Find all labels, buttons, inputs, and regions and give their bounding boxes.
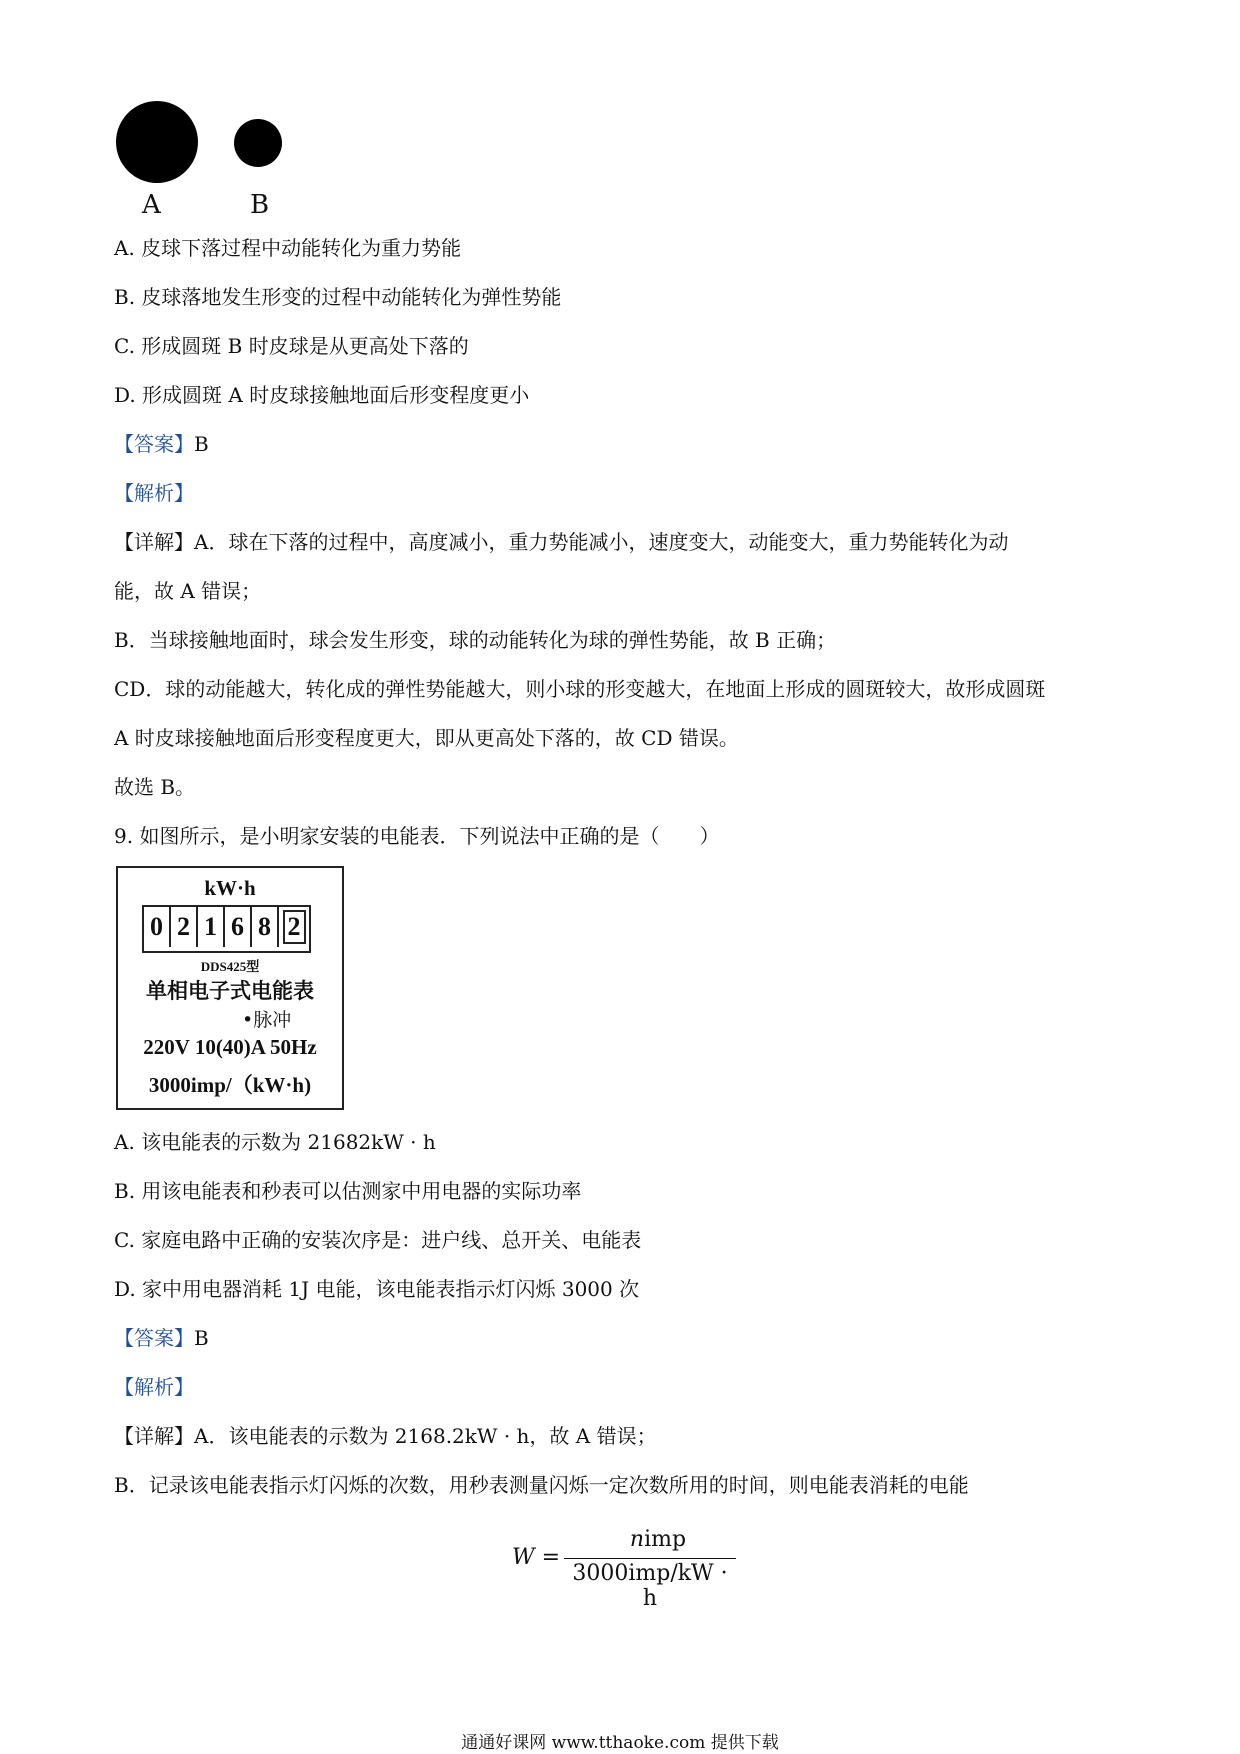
meter-pulse: •脉冲 — [242, 1009, 292, 1031]
q9-answer-value: B — [194, 1326, 209, 1350]
meter-digit: 0 — [144, 907, 171, 947]
q8-conclusion: 故选 B。 — [114, 775, 196, 799]
meter-constant: 3000imp/（kW·h) — [148, 1073, 312, 1097]
q9-detail-tag: 【详解】 — [114, 1424, 194, 1448]
q8-detail-2: 能，故 A 错误； — [114, 579, 262, 603]
formula-lhs — [512, 1545, 560, 1570]
meter-digit-decimal-value: 2 — [283, 910, 306, 944]
q8-detail-1 — [114, 528, 1008, 556]
q8-option-c: C. 形成圆斑 B 时皮球是从更高处下落的 — [114, 334, 469, 358]
energy-meter-figure — [116, 866, 344, 1110]
q9-analysis-tag: 【解析】 — [114, 1375, 194, 1399]
meter-name: 单相电子式电能表 — [146, 979, 314, 1003]
circle-b-label: B — [250, 190, 270, 220]
formula-equals: = — [534, 1545, 561, 1570]
q9-stem: 9. 如图所示，是小明家安装的电能表．下列说法中正确的是（ ） — [114, 824, 720, 848]
q8-answer-value: B — [194, 432, 209, 456]
q8-answer-tag: 【答案】 — [114, 432, 194, 456]
q9-answer — [114, 1324, 209, 1352]
formula-lhs-var: W — [512, 1545, 535, 1570]
q8-detail-4: CD．球的动能越大，转化成的弹性势能越大，则小球的形变越大，在地面上形成的圆斑较大，故形成圆斑 — [114, 677, 1046, 701]
q8-answer — [114, 430, 209, 458]
meter-digit: 8 — [252, 907, 279, 947]
meter-rating: 220V 10(40)A 50Hz — [143, 1035, 317, 1059]
q9-detail-1-text: A．该电能表的示数为 2168.2kW · h，故 A 错误； — [194, 1424, 657, 1448]
page-footer: 通通好课网 www.tthaoke.com 提供下载 — [461, 1733, 779, 1753]
circle-a — [116, 101, 198, 183]
q9-option-d: D. 家中用电器消耗 1J 电能，该电能表指示灯闪烁 3000 次 — [114, 1277, 640, 1301]
q8-analysis-tag: 【解析】 — [114, 481, 194, 505]
q8-option-d: D. 形成圆斑 A 时皮球接触地面后形变程度更小 — [114, 383, 530, 407]
meter-digit: 1 — [198, 907, 225, 947]
energy-formula — [512, 1527, 732, 1611]
formula-numerator-unit: imp — [644, 1527, 687, 1552]
q8-detail-tag: 【详解】 — [114, 530, 194, 554]
formula-numerator — [578, 1527, 738, 1552]
q9-option-b: B. 用该电能表和秒表可以估测家中用电器的实际功率 — [114, 1179, 582, 1203]
q8-option-b: B. 皮球落地发生形变的过程中动能转化为弹性势能 — [114, 285, 562, 309]
meter-unit: kW·h — [204, 876, 256, 900]
circle-a-label: A — [142, 190, 161, 220]
q9-detail-2: B．记录该电能表指示灯闪烁的次数，用秒表测量闪烁一定次数所用的时间，则电能表消耗的电能 — [114, 1473, 969, 1497]
meter-model: DDS425型 — [200, 959, 260, 974]
q8-detail-1-text: A．球在下落的过程中，高度减小，重力势能减小，速度变大，动能变大，重力势能转化为动 — [194, 530, 1009, 554]
formula-denominator: 3000imp/kW · h — [572, 1561, 728, 1611]
formula-fraction-bar — [564, 1558, 736, 1559]
meter-digit: 2 — [171, 907, 198, 947]
meter-digit: 6 — [225, 907, 252, 947]
q9-option-a: A. 该电能表的示数为 21682kW · h — [114, 1130, 436, 1154]
meter-digit-decimal — [279, 907, 309, 947]
q8-option-a: A. 皮球下落过程中动能转化为重力势能 — [114, 236, 462, 260]
formula-numerator-var: n — [629, 1527, 645, 1552]
q8-detail-5: A 时皮球接触地面后形变程度更大，即从更高处下落的，故 CD 错误。 — [114, 726, 739, 750]
q8-detail-3: B．当球接触地面时，球会发生形变，球的动能转化为球的弹性势能，故 B 正确； — [114, 628, 837, 652]
circle-b — [234, 119, 282, 167]
meter-digits — [142, 905, 311, 953]
q9-answer-tag: 【答案】 — [114, 1326, 194, 1350]
q9-option-c: C. 家庭电路中正确的安装次序是：进户线、总开关、电能表 — [114, 1228, 642, 1252]
q9-detail-1 — [114, 1422, 657, 1450]
